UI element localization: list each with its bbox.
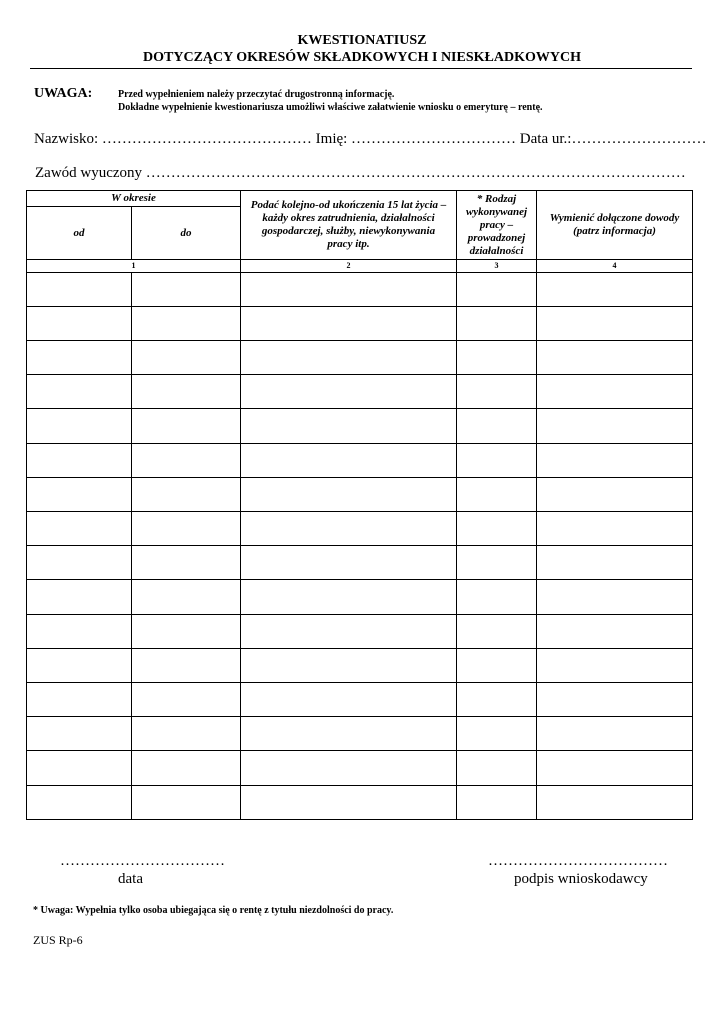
description-cell[interactable]: [241, 546, 457, 580]
evidence-cell[interactable]: [537, 511, 693, 545]
table-row: [27, 443, 693, 477]
to-cell[interactable]: [132, 785, 241, 819]
evidence-cell[interactable]: [537, 717, 693, 751]
evidence-cell[interactable]: [537, 751, 693, 785]
table-row: [27, 375, 693, 409]
description-cell[interactable]: [241, 511, 457, 545]
notice-line-1: Przed wypełnieniem należy przeczytać drugostronną informację.: [118, 89, 395, 100]
column-number-1: 1: [27, 260, 241, 272]
description-header: Podać kolejno-od ukończenia 15 lat życia – każdy okres zatrudnienia, działalności gospodarczej, służby, niewykonywania pracy itp.: [241, 191, 457, 260]
notice-label: UWAGA:: [34, 86, 93, 101]
footnote: * Uwaga: Wypełnia tylko osoba ubiegająca się o rentę z tytułu niezdolności do pracy.: [33, 905, 394, 916]
to-cell[interactable]: [132, 648, 241, 682]
description-cell[interactable]: [241, 477, 457, 511]
work-type-cell[interactable]: [457, 375, 537, 409]
evidence-cell[interactable]: [537, 580, 693, 614]
periods-table: [26, 190, 693, 820]
evidence-cell[interactable]: [537, 375, 693, 409]
description-cell[interactable]: [241, 614, 457, 648]
description-cell[interactable]: [241, 785, 457, 819]
form-subtitle: DOTYCZĄCY OKRESÓW SKŁADKOWYCH I NIESKŁADKOWYCH: [143, 50, 581, 65]
evidence-cell[interactable]: [537, 409, 693, 443]
profession-line[interactable]: Zawód wyuczony ………………………………………………………………………………………………: [35, 165, 686, 181]
from-cell[interactable]: [27, 477, 132, 511]
to-cell[interactable]: [132, 272, 241, 306]
evidence-cell[interactable]: [537, 785, 693, 819]
from-cell[interactable]: [27, 717, 132, 751]
table-row: [27, 477, 693, 511]
signature-label: podpis wnioskodawcy: [514, 871, 648, 887]
work-type-cell[interactable]: [457, 511, 537, 545]
table-row: [27, 751, 693, 785]
to-cell[interactable]: [132, 546, 241, 580]
description-cell[interactable]: [241, 580, 457, 614]
description-cell[interactable]: [241, 717, 457, 751]
personal-data-line[interactable]: Nazwisko: …………………………………… Imię: …………………………… Data ur.:………………………: [34, 131, 707, 147]
column-number-2: 2: [241, 260, 457, 272]
from-cell[interactable]: [27, 511, 132, 545]
column-number-3: 3: [457, 260, 537, 272]
evidence-cell[interactable]: [537, 477, 693, 511]
date-dotted-line[interactable]: ……………………………: [60, 853, 225, 869]
to-cell[interactable]: [132, 511, 241, 545]
work-type-header: * Rodzaj wykonywanej pracy – prowadzonej działalności: [457, 191, 537, 260]
to-cell[interactable]: [132, 375, 241, 409]
table-row: [27, 272, 693, 306]
table-row: [27, 648, 693, 682]
from-header: od: [27, 207, 132, 260]
evidence-cell[interactable]: [537, 682, 693, 716]
description-cell[interactable]: [241, 340, 457, 374]
from-cell[interactable]: [27, 648, 132, 682]
work-type-cell[interactable]: [457, 717, 537, 751]
notice-line-2: Dokładne wypełnienie kwestionariusza umożliwi właściwe załatwienie wniosku o emeryturę – rentę.: [118, 102, 543, 113]
from-cell[interactable]: [27, 272, 132, 306]
date-label: data: [118, 871, 143, 887]
description-cell[interactable]: [241, 306, 457, 340]
to-cell[interactable]: [132, 682, 241, 716]
to-header: do: [132, 207, 241, 260]
evidence-cell[interactable]: [537, 546, 693, 580]
evidence-cell[interactable]: [537, 648, 693, 682]
from-cell[interactable]: [27, 546, 132, 580]
table-row: [27, 546, 693, 580]
to-cell[interactable]: [132, 477, 241, 511]
work-type-cell[interactable]: [457, 409, 537, 443]
period-group-header: W okresie: [27, 191, 241, 207]
description-cell[interactable]: [241, 751, 457, 785]
form-title: KWESTIONATIUSZ: [297, 33, 427, 48]
form-code: ZUS Rp-6: [33, 933, 83, 947]
table-row: [27, 580, 693, 614]
description-cell[interactable]: [241, 648, 457, 682]
work-type-cell[interactable]: [457, 306, 537, 340]
table-row: [27, 340, 693, 374]
from-cell[interactable]: [27, 409, 132, 443]
table-row: [27, 306, 693, 340]
to-cell[interactable]: [132, 443, 241, 477]
description-cell[interactable]: [241, 682, 457, 716]
from-cell[interactable]: [27, 340, 132, 374]
table-row: [27, 717, 693, 751]
from-cell[interactable]: [27, 614, 132, 648]
work-type-cell[interactable]: [457, 272, 537, 306]
evidence-cell[interactable]: [537, 306, 693, 340]
evidence-header: Wymienić dołączone dowody (patrz informacja): [537, 191, 693, 260]
evidence-cell[interactable]: [537, 340, 693, 374]
from-cell[interactable]: [27, 306, 132, 340]
to-cell[interactable]: [132, 340, 241, 374]
evidence-cell[interactable]: [537, 272, 693, 306]
work-type-cell[interactable]: [457, 614, 537, 648]
description-cell[interactable]: [241, 272, 457, 306]
column-number-4: 4: [537, 260, 693, 272]
evidence-cell[interactable]: [537, 443, 693, 477]
work-type-cell[interactable]: [457, 477, 537, 511]
description-cell[interactable]: [241, 375, 457, 409]
table-row: [27, 511, 693, 545]
to-cell[interactable]: [132, 717, 241, 751]
to-cell[interactable]: [132, 751, 241, 785]
to-cell[interactable]: [132, 580, 241, 614]
from-cell[interactable]: [27, 375, 132, 409]
from-cell[interactable]: [27, 785, 132, 819]
table-row: [27, 614, 693, 648]
work-type-cell[interactable]: [457, 682, 537, 716]
description-cell[interactable]: [241, 443, 457, 477]
from-cell[interactable]: [27, 682, 132, 716]
signature-dotted-line[interactable]: ………………………………: [488, 853, 668, 869]
to-cell[interactable]: [132, 614, 241, 648]
work-type-cell[interactable]: [457, 580, 537, 614]
to-cell[interactable]: [132, 306, 241, 340]
table-row: [27, 682, 693, 716]
description-cell[interactable]: [241, 409, 457, 443]
to-cell[interactable]: [132, 409, 241, 443]
work-type-cell[interactable]: [457, 340, 537, 374]
from-cell[interactable]: [27, 580, 132, 614]
evidence-cell[interactable]: [537, 614, 693, 648]
work-type-cell[interactable]: [457, 648, 537, 682]
header-divider: [30, 68, 692, 69]
from-cell[interactable]: [27, 443, 132, 477]
table-row: [27, 785, 693, 819]
work-type-cell[interactable]: [457, 785, 537, 819]
from-cell[interactable]: [27, 751, 132, 785]
work-type-cell[interactable]: [457, 546, 537, 580]
work-type-cell[interactable]: [457, 443, 537, 477]
work-type-cell[interactable]: [457, 751, 537, 785]
table-row: [27, 409, 693, 443]
